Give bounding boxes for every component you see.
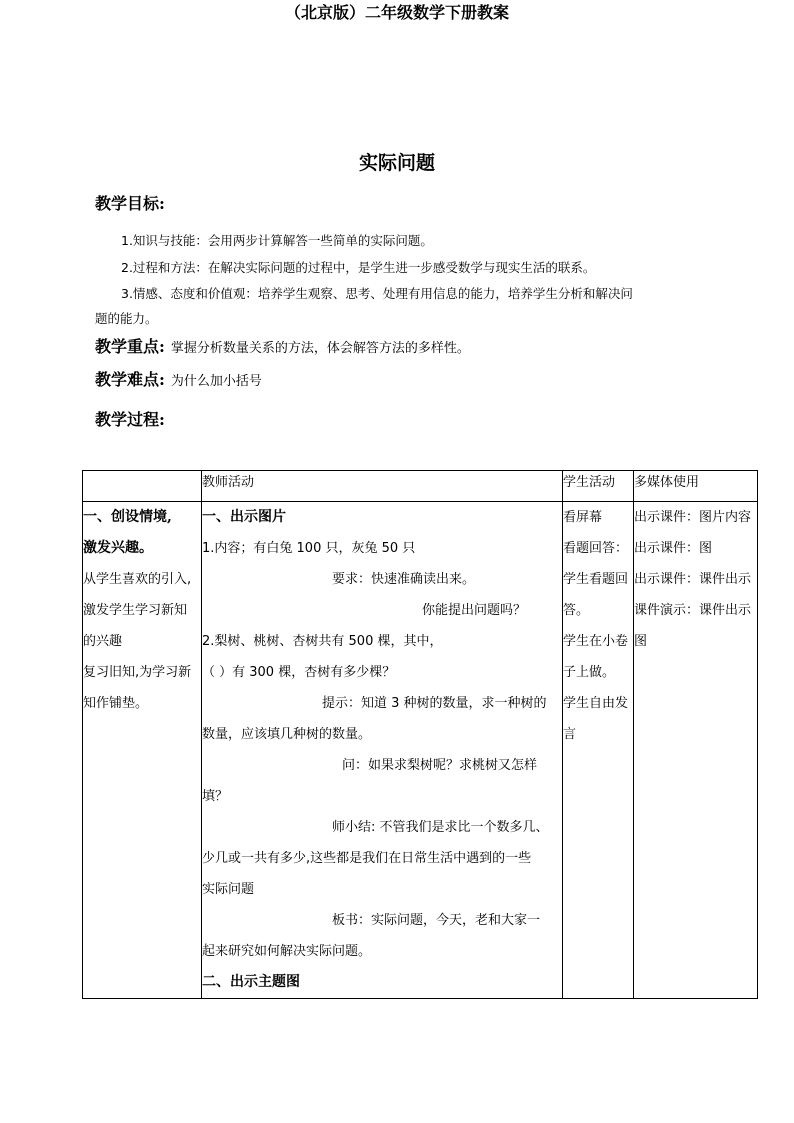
teacher-line: 二、出示主题图	[202, 974, 300, 990]
teacher-line: （ ）有 300 棵，杏树有多少棵？	[202, 665, 396, 680]
teacher-line: 1.内容；有白兔 100 只，灰兔 50 只	[202, 541, 416, 556]
process-heading: 教学过程:	[95, 410, 165, 429]
media-cell	[634, 502, 758, 999]
teacher-line: 实际问题	[202, 882, 255, 897]
student-cell	[563, 502, 634, 999]
stage-line: 知作铺垫。	[83, 696, 149, 711]
media-line: 出示课件：课件出示	[634, 572, 752, 587]
header-teacher: 教师活动	[202, 471, 563, 502]
media-line: 出示课件：图片内容	[634, 510, 752, 525]
media-line: 出示课件：图	[634, 541, 713, 556]
media-line: 课件演示：课件出示	[634, 603, 752, 618]
student-line: 看题回答：	[563, 541, 629, 556]
teacher-line: 数量，应该填几种树的数量。	[202, 727, 372, 742]
teacher-line: 少几或一共有多少,这些都是我们在日常生活中遇到的一些	[202, 851, 532, 866]
student-line: 学生自由发	[563, 696, 629, 711]
stage-line: 从学生喜欢的引入,	[83, 572, 192, 587]
header-stage	[83, 471, 202, 502]
doc-title: （北京版）二年级数学下册教案	[284, 3, 509, 22]
stage-line: 的兴趣	[83, 634, 123, 649]
teacher-line: 你能提出问题吗？	[422, 603, 527, 618]
header-student: 学生活动	[563, 471, 634, 502]
goal-1: 1.知识与技能：会用两步计算解答一些简单的实际问题。	[121, 233, 433, 248]
teacher-line: 填？	[202, 789, 229, 804]
teacher-line: 板书：实际问题，今天，老和大家一	[332, 913, 541, 928]
goal-3: 3.情感、态度和价值观：培养学生观察、思考、处理有用信息的能力，培养学生分析和解决问	[121, 286, 633, 301]
goals-heading: 教学目标:	[95, 194, 165, 213]
difficulty-point	[95, 367, 262, 390]
teacher-line: 师小结: 不管我们是求比一个数多几、	[332, 820, 549, 835]
student-line: 看屏幕	[563, 510, 603, 525]
teacher-line: 提示：知道 3 种树的数量，求一种树的	[322, 696, 547, 711]
difficulty-label: 教学难点:	[95, 370, 165, 389]
key-label: 教学重点:	[95, 337, 165, 356]
teacher-line: 要求：快速准确读出来。	[332, 572, 476, 587]
media-line: 图	[634, 634, 648, 649]
goal-2: 2.过程和方法：在解决实际问题的过程中，是学生进一步感受数学与现实生活的联系。	[121, 260, 596, 275]
student-line: 答。	[563, 603, 590, 618]
table-row	[83, 502, 758, 999]
teacher-line: 一、出示图片	[202, 509, 286, 525]
stage-cell	[83, 502, 202, 999]
teacher-cell	[202, 502, 563, 999]
goal-3-cont: 题的能力。	[95, 311, 158, 326]
difficulty-text: 为什么加小括号	[170, 374, 262, 389]
key-point	[95, 334, 470, 357]
table-header-row	[83, 471, 758, 502]
stage-line: 一、创设情境,	[83, 509, 172, 525]
teacher-line: 2.梨树、桃树、杏树共有 500 棵，其中，	[202, 634, 443, 649]
header-media: 多媒体使用	[634, 471, 758, 502]
teacher-line: 问：如果求梨树呢？求桃树又怎样	[342, 758, 538, 773]
student-line: 言	[563, 727, 577, 742]
lesson-table	[82, 470, 758, 999]
teacher-line: 起来研究如何解决实际问题。	[202, 944, 372, 959]
student-line: 子上做。	[563, 665, 616, 680]
stage-line: 激发学生学习新知	[83, 603, 188, 618]
stage-line: 激发兴趣。	[83, 540, 153, 556]
student-line: 学生在小卷	[563, 634, 629, 649]
doc-subtitle: 实际问题	[358, 152, 435, 174]
key-text: 掌握分析数量关系的方法，体会解答方法的多样性。	[170, 341, 470, 356]
stage-line: 复习旧知,为学习新	[83, 665, 192, 680]
student-line: 学生看题回	[563, 572, 629, 587]
